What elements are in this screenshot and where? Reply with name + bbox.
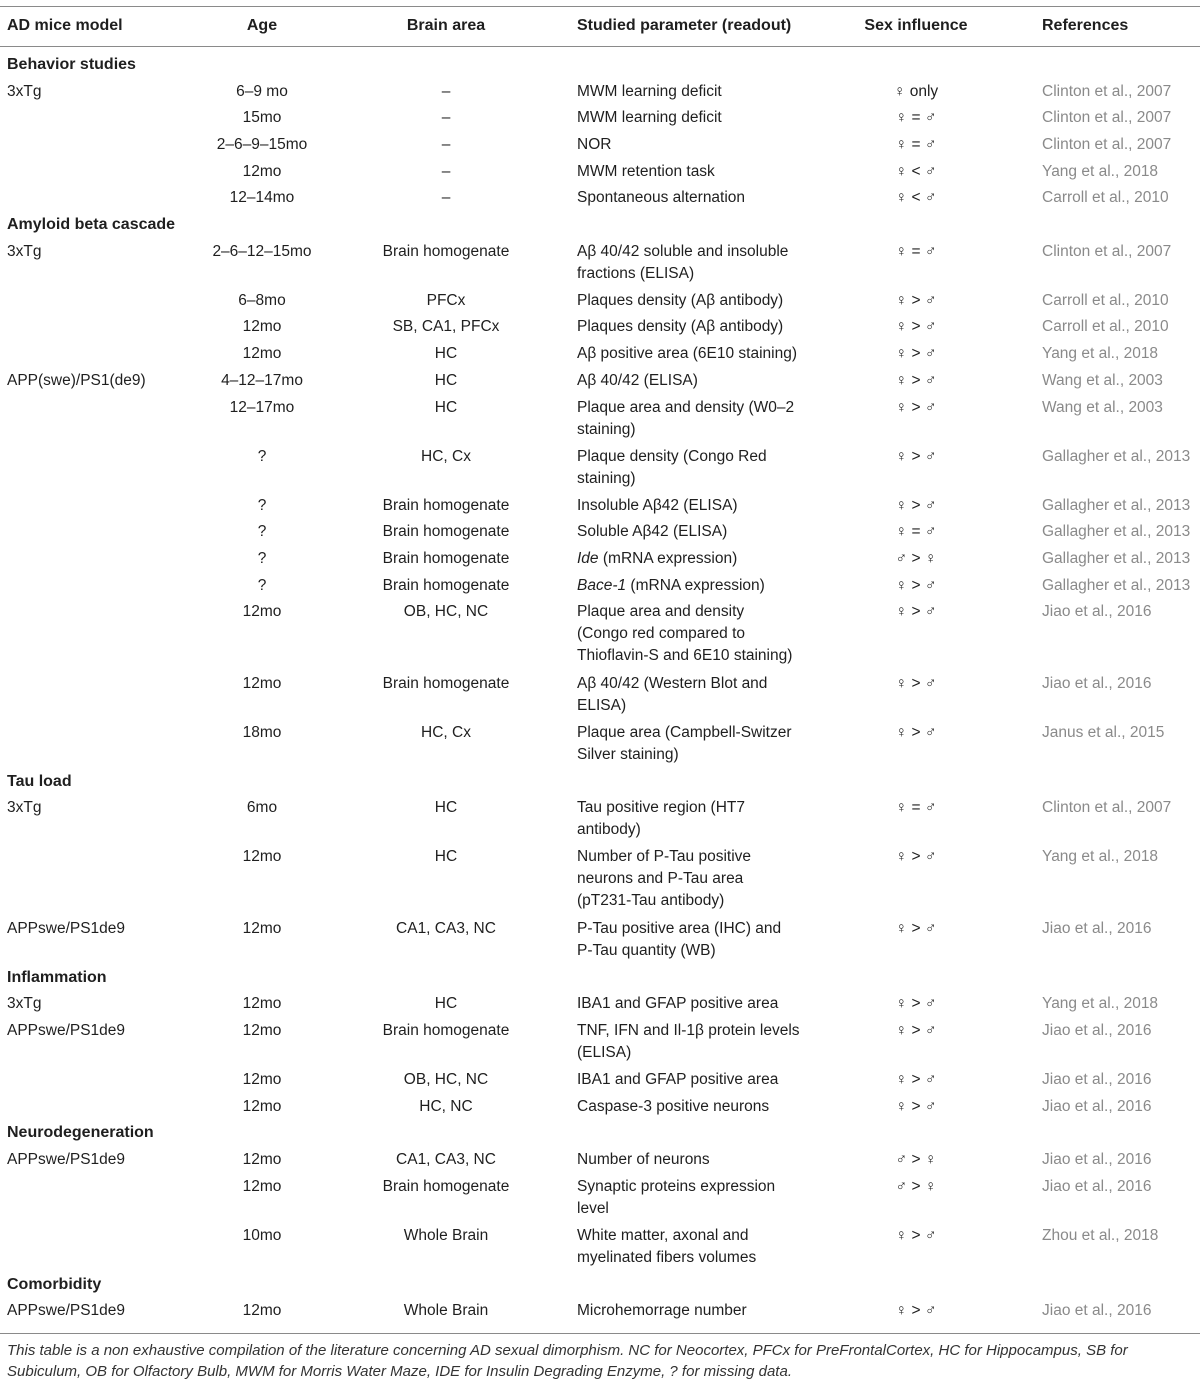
cell-param: Aβ positive area (6E10 staining) bbox=[577, 345, 798, 363]
cell-area: CA1, CA3, NC bbox=[396, 919, 496, 937]
cell-param-rest: (mRNA expression) bbox=[598, 549, 738, 567]
cell-sex: ♀ > ♂ bbox=[895, 447, 937, 465]
cell-param: Plaque area and density (W0–2 staining) bbox=[577, 398, 795, 438]
cell-age: 12mo bbox=[242, 848, 282, 866]
cell-area: HC, Cx bbox=[421, 447, 471, 465]
cell-sex: ♀ > ♂ bbox=[895, 603, 937, 621]
cell-param: Tau positive region (HT7 antibody) bbox=[577, 799, 745, 839]
cell-sex: ♀ > ♂ bbox=[895, 1021, 937, 1039]
cell-sex: ♀ > ♂ bbox=[895, 371, 937, 389]
cell-age: 12mo bbox=[242, 1021, 282, 1039]
cell-reference: Yang et al., 2018 bbox=[1042, 848, 1159, 866]
section-header: Comorbidity bbox=[7, 1275, 102, 1293]
cell-model: 3xTg bbox=[7, 995, 42, 1013]
cell-param: MWM learning deficit bbox=[577, 109, 722, 127]
cell-reference: Wang et al., 2003 bbox=[1042, 398, 1163, 416]
cell-sex: ♀ = ♂ bbox=[895, 109, 937, 127]
cell-area: HC, NC bbox=[419, 1097, 473, 1115]
cell-param: Aβ 40/42 (Western Blot and ELISA) bbox=[577, 674, 768, 714]
cell-area: Brain homogenate bbox=[382, 496, 510, 514]
cell-sex: ♀ > ♂ bbox=[895, 1302, 937, 1320]
cell-sex: ♀ > ♂ bbox=[895, 723, 937, 741]
cell-area: – bbox=[441, 109, 451, 127]
header-area: Brain area bbox=[406, 17, 486, 34]
section-header: Amyloid beta cascade bbox=[7, 216, 176, 234]
cell-sex: ♂ > ♀ bbox=[895, 1177, 937, 1195]
cell-param: Aβ 40/42 soluble and insoluble fractions (ELISA) bbox=[577, 242, 789, 282]
cell-sex: ♀ > ♂ bbox=[895, 674, 937, 692]
section-header: Inflammation bbox=[7, 968, 107, 986]
cell-sex: ♀ > ♂ bbox=[895, 1097, 937, 1115]
cell-reference: Carroll et al., 2010 bbox=[1042, 291, 1169, 309]
cell-area: Brain homogenate bbox=[382, 1021, 510, 1039]
cell-reference: Gallagher et al., 2013 bbox=[1042, 496, 1191, 514]
cell-area: CA1, CA3, NC bbox=[396, 1150, 496, 1168]
cell-param: Number of neurons bbox=[577, 1150, 710, 1168]
cell-param: Plaques density (Aβ antibody) bbox=[577, 318, 784, 336]
cell-param: Aβ 40/42 (ELISA) bbox=[577, 371, 698, 389]
header-ref: References bbox=[1042, 17, 1129, 34]
cell-param: Plaque area (Campbell-Switzer Silver staining) bbox=[577, 723, 792, 763]
cell-model: 3xTg bbox=[7, 82, 42, 100]
cell-model: APPswe/PS1de9 bbox=[7, 1021, 126, 1039]
cell-reference: Jiao et al., 2016 bbox=[1042, 1070, 1152, 1088]
cell-age: ? bbox=[257, 496, 267, 514]
cell-param-gene: Bace-1 bbox=[577, 576, 627, 594]
cell-sex: ♀ > ♂ bbox=[895, 1226, 937, 1244]
cell-age: ? bbox=[257, 576, 267, 594]
cell-param: TNF, IFN and Il-1β protein levels (ELISA) bbox=[577, 1021, 800, 1061]
cell-age: 12–14mo bbox=[229, 189, 295, 207]
cell-model: 3xTg bbox=[7, 799, 42, 817]
cell-area: Brain homogenate bbox=[382, 674, 510, 692]
cell-param: IBA1 and GFAP positive area bbox=[577, 1070, 779, 1088]
cell-age: ? bbox=[257, 549, 267, 567]
table-bottom-rule bbox=[0, 1333, 1200, 1334]
cell-param: Soluble Aβ42 (ELISA) bbox=[577, 523, 728, 541]
cell-param bbox=[577, 575, 847, 597]
cell-area: HC bbox=[434, 848, 458, 866]
cell-sex: ♀ = ♂ bbox=[895, 523, 937, 541]
cell-param: Plaque area and density (Congo red compared to Thioflavin-S and 6E10 staining) bbox=[577, 603, 793, 665]
header-param: Studied parameter (readout) bbox=[577, 17, 792, 34]
cell-age: 12mo bbox=[242, 318, 282, 336]
cell-sex: ♀ > ♂ bbox=[895, 398, 937, 416]
cell-age: 15mo bbox=[242, 109, 282, 127]
cell-area: – bbox=[441, 162, 451, 180]
cell-reference: Jiao et al., 2016 bbox=[1042, 603, 1152, 621]
cell-age: 12mo bbox=[242, 162, 282, 180]
table-top-rule bbox=[0, 6, 1200, 7]
cell-sex: ♀ > ♂ bbox=[895, 1070, 937, 1088]
header-sex: Sex influence bbox=[864, 17, 968, 34]
cell-reference: Yang et al., 2018 bbox=[1042, 345, 1159, 363]
cell-reference: Clinton et al., 2007 bbox=[1042, 799, 1172, 817]
cell-sex: ♀ > ♂ bbox=[895, 995, 937, 1013]
cell-area: – bbox=[441, 82, 451, 100]
cell-reference: Yang et al., 2018 bbox=[1042, 995, 1159, 1013]
cell-param-gene: Ide bbox=[577, 549, 599, 567]
cell-param: Number of P-Tau positive neurons and P-Tau area (pT231-Tau antibody) bbox=[577, 848, 752, 910]
cell-area: HC bbox=[434, 371, 458, 389]
cell-age: 12mo bbox=[242, 1177, 282, 1195]
cell-sex: ♀ > ♂ bbox=[895, 496, 937, 514]
cell-area: Brain homogenate bbox=[382, 549, 510, 567]
cell-reference: Jiao et al., 2016 bbox=[1042, 1302, 1152, 1320]
header-age: Age bbox=[246, 17, 278, 34]
cell-param: Microhemorrage number bbox=[577, 1302, 747, 1320]
section-header: Tau load bbox=[7, 772, 72, 790]
cell-age: 12mo bbox=[242, 603, 282, 621]
cell-model: APP(swe)/PS1(de9) bbox=[7, 371, 146, 389]
cell-sex: ♀ = ♂ bbox=[895, 136, 937, 153]
cell-sex: ♂ > ♀ bbox=[895, 1150, 937, 1168]
table-footnote: This table is a non exhaustive compilation of the literature concerning AD sexual dimorphism. NC for Neocortex, PFCx for PreFrontalCortex, HC for Hippocampus, SB for Subiculum, OB for Olfactory Bulb, MWM for Morris Water Maze, IDE for Insulin Degrading Enzyme, ? for missing data. bbox=[7, 1342, 1128, 1380]
cell-param: White matter, axonal and myelinated fibers volumes bbox=[577, 1226, 757, 1266]
cell-age: ? bbox=[257, 447, 267, 465]
cell-reference: Jiao et al., 2016 bbox=[1042, 1021, 1152, 1039]
cell-age: 18mo bbox=[242, 723, 282, 741]
cell-sex: ♀ < ♂ bbox=[895, 162, 937, 180]
cell-age: 12mo bbox=[242, 674, 282, 692]
cell-age: 2–6–12–15mo bbox=[212, 242, 312, 260]
cell-age: 12mo bbox=[242, 1150, 282, 1168]
cell-area: – bbox=[441, 136, 451, 153]
cell-param: NOR bbox=[577, 136, 612, 153]
cell-sex: ♂ > ♀ bbox=[895, 549, 937, 567]
cell-age: 6mo bbox=[246, 799, 278, 817]
cell-reference: Jiao et al., 2016 bbox=[1042, 919, 1152, 937]
cell-sex: ♀ > ♂ bbox=[895, 345, 937, 363]
cell-area: HC bbox=[434, 799, 458, 817]
cell-reference: Jiao et al., 2016 bbox=[1042, 1150, 1152, 1168]
cell-param-rest: (mRNA expression) bbox=[626, 576, 765, 594]
cell-age: 12mo bbox=[242, 1302, 282, 1320]
cell-area: PFCx bbox=[426, 291, 466, 309]
cell-reference: Clinton et al., 2007 bbox=[1042, 136, 1172, 153]
cell-sex: ♀ = ♂ bbox=[895, 242, 937, 260]
cell-area: Brain homogenate bbox=[382, 576, 510, 594]
cell-reference: Gallagher et al., 2013 bbox=[1042, 523, 1191, 541]
section-header: Behavior studies bbox=[7, 56, 136, 73]
cell-area: Whole Brain bbox=[403, 1226, 489, 1244]
cell-area: HC bbox=[434, 398, 458, 416]
cell-model: APPswe/PS1de9 bbox=[7, 1302, 126, 1320]
cell-model: APPswe/PS1de9 bbox=[7, 919, 126, 937]
cell-sex: ♀ = ♂ bbox=[895, 799, 937, 817]
cell-param: Spontaneous alternation bbox=[577, 189, 746, 207]
cell-area: SB, CA1, PFCx bbox=[392, 318, 500, 336]
cell-sex: ♀ < ♂ bbox=[895, 189, 937, 207]
cell-reference: Jiao et al., 2016 bbox=[1042, 1177, 1152, 1195]
cell-reference: Yang et al., 2018 bbox=[1042, 162, 1159, 180]
cell-reference: Jiao et al., 2016 bbox=[1042, 674, 1152, 692]
cell-param: MWM retention task bbox=[577, 162, 715, 180]
cell-area: OB, HC, NC bbox=[403, 603, 489, 621]
cell-age: 12mo bbox=[242, 345, 282, 363]
cell-reference: Clinton et al., 2007 bbox=[1042, 109, 1172, 127]
cell-param: Insoluble Aβ42 (ELISA) bbox=[577, 496, 738, 514]
cell-sex: ♀ > ♂ bbox=[895, 919, 937, 937]
cell-param: MWM learning deficit bbox=[577, 82, 722, 100]
cell-param bbox=[577, 548, 847, 570]
cell-reference: Gallagher et al., 2013 bbox=[1042, 576, 1191, 594]
cell-param: IBA1 and GFAP positive area bbox=[577, 995, 779, 1013]
cell-model: APPswe/PS1de9 bbox=[7, 1150, 126, 1168]
cell-age: 10mo bbox=[242, 1226, 282, 1244]
cell-age: ? bbox=[257, 523, 267, 541]
cell-area: Brain homogenate bbox=[382, 523, 510, 541]
cell-age: 6–8mo bbox=[238, 291, 286, 309]
cell-sex: ♀ > ♂ bbox=[895, 576, 937, 594]
cell-age: 12mo bbox=[242, 995, 282, 1013]
cell-param: P-Tau positive area (IHC) and P-Tau quantity (WB) bbox=[577, 919, 782, 959]
cell-reference: Carroll et al., 2010 bbox=[1042, 189, 1169, 207]
cell-model: 3xTg bbox=[7, 242, 42, 260]
cell-age: 12mo bbox=[242, 1070, 282, 1088]
cell-age: 4–12–17mo bbox=[221, 371, 303, 389]
cell-reference: Gallagher et al., 2013 bbox=[1042, 549, 1191, 567]
cell-area: HC bbox=[434, 345, 458, 363]
cell-age: 2–6–9–15mo bbox=[216, 136, 308, 153]
cell-area: OB, HC, NC bbox=[403, 1070, 489, 1088]
cell-area: Brain homogenate bbox=[382, 242, 510, 260]
cell-area: – bbox=[441, 189, 451, 207]
cell-reference: Clinton et al., 2007 bbox=[1042, 82, 1172, 100]
cell-area: Brain homogenate bbox=[382, 1177, 510, 1195]
cell-area: HC bbox=[434, 995, 458, 1013]
cell-param: Synaptic proteins expression level bbox=[577, 1177, 776, 1217]
cell-reference: Carroll et al., 2010 bbox=[1042, 318, 1169, 336]
cell-sex: ♀ > ♂ bbox=[895, 291, 937, 309]
cell-param: Plaques density (Aβ antibody) bbox=[577, 291, 784, 309]
cell-param: Plaque density (Congo Red staining) bbox=[577, 447, 767, 487]
cell-area: HC, Cx bbox=[421, 723, 471, 741]
cell-sex: ♀ > ♂ bbox=[895, 318, 937, 336]
cell-age: 12mo bbox=[242, 919, 282, 937]
header-rule bbox=[0, 46, 1200, 47]
cell-sex: ♀ > ♂ bbox=[895, 848, 937, 866]
cell-reference: Jiao et al., 2016 bbox=[1042, 1097, 1152, 1115]
cell-age: 12mo bbox=[242, 1097, 282, 1115]
cell-reference: Janus et al., 2015 bbox=[1042, 723, 1165, 741]
cell-age: 6–9 mo bbox=[236, 82, 288, 100]
cell-reference: Clinton et al., 2007 bbox=[1042, 242, 1172, 260]
cell-reference: Gallagher et al., 2013 bbox=[1042, 447, 1191, 465]
cell-sex: ♀ only bbox=[893, 82, 939, 100]
cell-area: Whole Brain bbox=[403, 1302, 489, 1320]
cell-reference: Zhou et al., 2018 bbox=[1042, 1226, 1159, 1244]
header-model: AD mice model bbox=[7, 17, 123, 34]
cell-param: Caspase-3 positive neurons bbox=[577, 1097, 770, 1115]
section-header: Neurodegeneration bbox=[7, 1124, 154, 1142]
cell-reference: Wang et al., 2003 bbox=[1042, 371, 1163, 389]
cell-age: 12–17mo bbox=[229, 398, 295, 416]
